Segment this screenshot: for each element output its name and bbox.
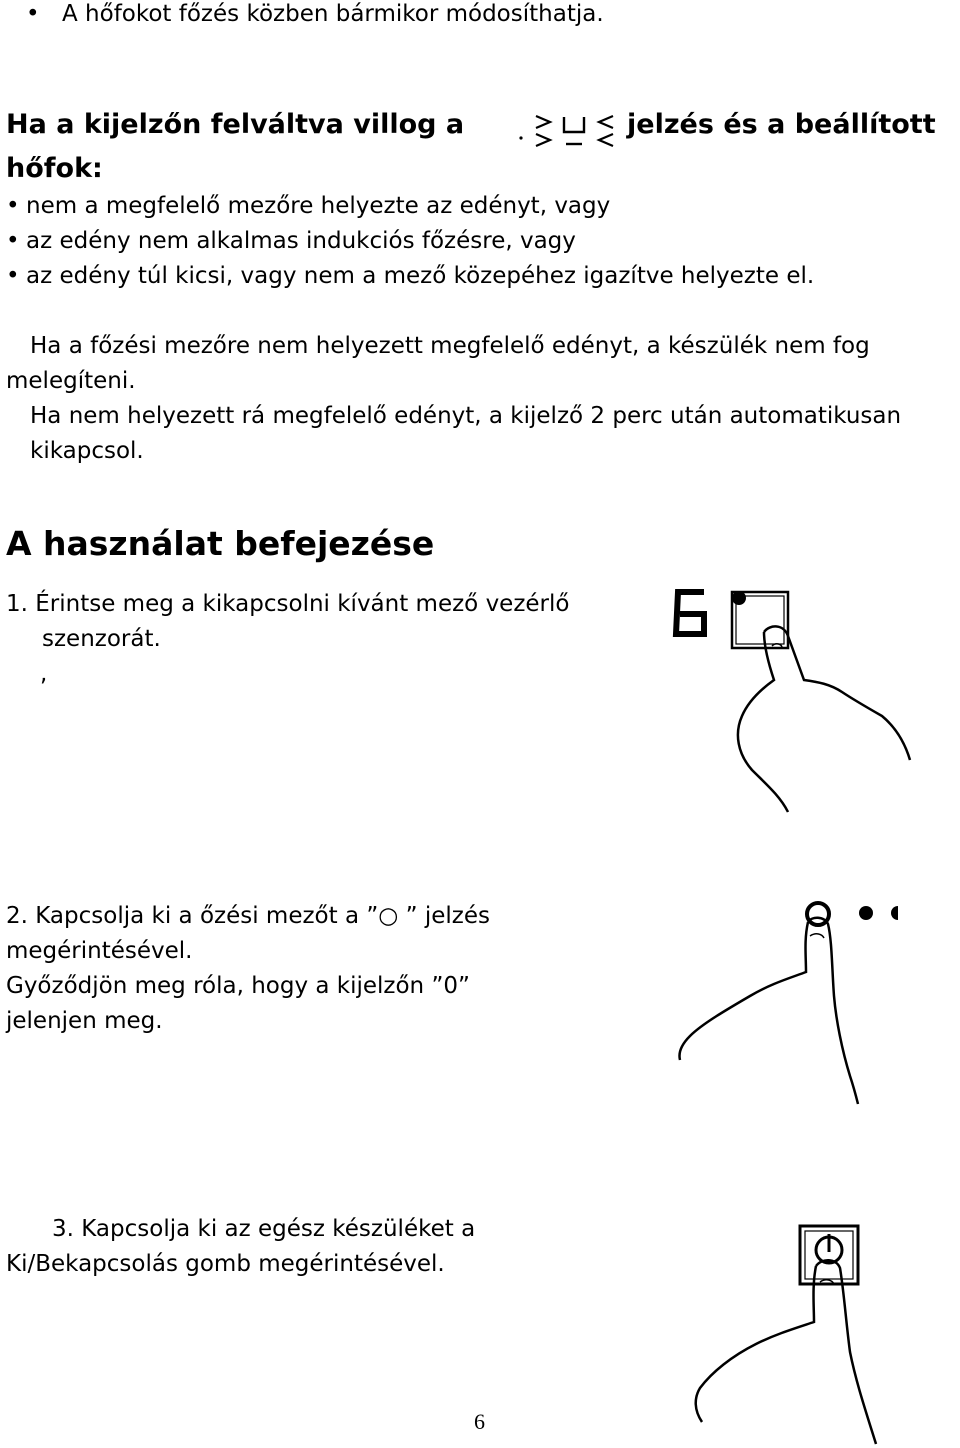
finger-touching-off-symbol-icon [672,900,904,1105]
note1-line1: Ha a főzési mezőre nem helyezett megfelelő edényt, a készülék nem fog [30,333,870,359]
step1-line1: 1. Érintse meg a kikapcsolni kívánt mező vezérlő [6,591,570,617]
step2-line1: 2. Kapcsolja ki a őzési mezőt a ”○ ” jelzés [6,903,491,929]
blinking-u-symbol-icon [518,114,618,150]
warning-heading-part1: Ha a kijelzőn felváltva villog a [6,109,465,140]
bullet: • [6,193,20,219]
bullet: • [26,1,40,27]
finger-touching-sensor-icon [668,584,918,814]
warning-item: nem a megfelelő mezőre helyezte az edényt, vagy [26,193,611,219]
warning-heading-part2: jelzés és a beállított [627,109,936,140]
step2-line3: Győződjön meg róla, hogy a kijelzőn ”0” [6,973,470,999]
note2-line1: Ha nem helyezett rá megfelelő edényt, a kijelző 2 perc után automatikusan [30,403,902,429]
step2-line2: megérintésével. [6,938,193,964]
warning-heading-line2: hőfok: [6,153,103,184]
step1-line2: szenzorát. [42,626,161,652]
step3-line1: 3. Kapcsolja ki az egész készüléket a [52,1216,476,1242]
warning-item: az edény nem alkalmas indukciós főzésre, vagy [26,228,576,254]
step3-line2: Ki/Bekapcsolás gomb megérintésével. [6,1251,445,1277]
finger-touching-power-button-icon [676,1222,916,1448]
intro-line: A hőfokot főzés közben bármikor módosíthatja. [62,1,604,27]
note1-line2: melegíteni. [6,368,136,394]
bullet: • [6,263,20,289]
page-number: 6 [474,1409,485,1434]
bullet: • [6,228,20,254]
step1-line3: , [40,661,48,687]
step2-line4: jelenjen meg. [6,1008,163,1034]
warning-item: az edény túl kicsi, vagy nem a mező közepéhez igazítve helyezte el. [26,263,815,289]
note2-line2: kikapcsol. [30,438,144,464]
section-title: A használat befejezése [6,524,435,563]
